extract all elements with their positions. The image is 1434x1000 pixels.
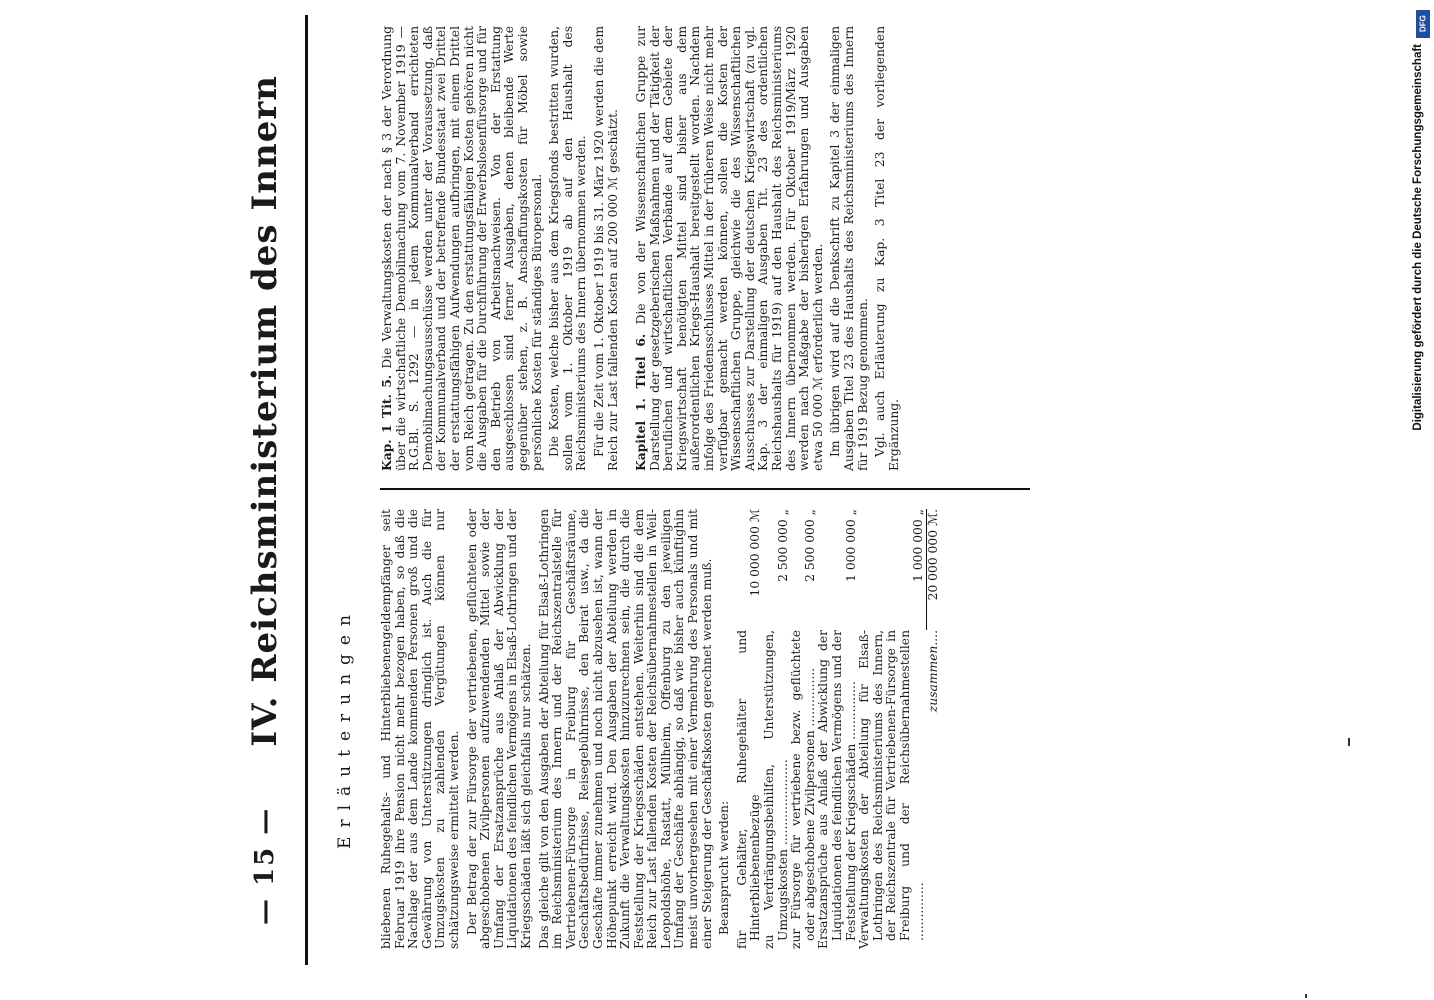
column-divider xyxy=(380,488,1030,490)
paragraph xyxy=(380,26,544,471)
item-amount: 10 000 000 ℳ xyxy=(748,509,763,597)
paragraph: Der Betrag der zur Fürsorge der vertriebenen, geflüchteten oder abgeschobenen Zivilpersonen aufzuwendenden Mittel sowie der Umfang der Ersatzansprüche aus Anlaß der Abwicklung der Liquidationen des feindlichen Vermögens in Elsaß-Lothringen und der Kriegsschäden läßt sich gleichfalls nur schätzen. xyxy=(464,509,533,949)
watermark-text: Digitalisierung gefördert durch die Deutsche Forschungsgemeinschaft xyxy=(1412,44,1424,431)
paragraph: Die Kosten, welche bisher aus dem Kriegsfonds bestritten wurden, sollen vom 1. Oktober 1919 ab auf den Haushalt des Reichsministeriums des Innern übernommen werden. xyxy=(547,26,589,471)
item-label: zu Verdrängungsbeihilfen, Unterstützungen, Umzugskosten ...................... xyxy=(762,630,790,949)
section-heading: Kap. 1 Tit. 5. xyxy=(379,374,394,471)
right-column xyxy=(380,26,905,471)
paragraph: Beansprucht werden: xyxy=(717,800,732,935)
paragraph: Vgl. auch Erläuterung zu Kap. 3 Titel 23 der vorliegenden Ergänzung. xyxy=(873,26,901,471)
list-item xyxy=(817,509,858,949)
item-amount: 2 500 000 „ xyxy=(775,509,790,582)
paragraph: Das gleiche gilt von den Ausgaben der Abteilung für Elsaß-Lothringen im Reichsministerium des Innern und der Reichszentralstelle für Vertriebenen-Fürsorge in Freiburg für Geschäftsräume, Geschäftsbedürfnisse, Reisegebührnisse, den Beirat usw., da die Geschäfte immer zunehmen und noch nicht abzusehen ist, wann der Höhepunkt erreicht wird. Den Ausgaben der Abteilung werden in Zukunft die Verwaltungskosten hinzuzurechnen sein, die durch die Feststellung der Kriegsschäden entstehen. Weiterhin sind die dem Reich zur Last fallenden Kosten der Reichsübernahmestellen in Weil-Leopoldshöhe, Rastatt, Müllheim, Offenburg zu den jeweiligen Umfang der Geschäfte abhängig, so daß wie bisher auch künftighin meist unvorhergesehen mit einer Vermehrung des Personals und mit einer Steigerung der Geschäftskosten gerechnet werden muß. xyxy=(536,509,714,949)
expense-list xyxy=(736,509,940,949)
section-heading: Kapitel 1. Titel 6. xyxy=(633,333,649,471)
paragraph: Für die Zeit vom 1. Oktober 1919 bis 31. März 1920 werden die dem Reich zur Last fallenden Kosten auf 200 000 ℳ geschätzt. xyxy=(591,26,620,471)
item-amount: 1 000 000 „ xyxy=(911,509,926,582)
list-item xyxy=(858,509,926,949)
scan-speck xyxy=(1348,738,1350,746)
item-label: Ersatzansprüche aus Anlaß der Abwicklung der Liquidationen des feindlichen Vermögens und der Feststellung der Kriegsschäden ............... xyxy=(816,630,858,949)
document-page xyxy=(215,15,1055,965)
item-amount: 2 500 000 „ xyxy=(802,509,817,582)
paragraph-text: Die von der Wissenschaftlichen Gruppe zur Darstellung der gesetzgeberischen Maßnahmen und der Tätigkeit der beruflichen und wirtschaftlichen Verbände auf dem Gebiete der Kriegswirtschaft benötigten Mittel sind bisher aus dem außerordentlichen Kriegs-Haushalt bereitgestellt worden. Nachdem infolge des Friedensschlusses Mittel in der früheren Weise nicht mehr verfügbar gemacht werden können, sollen die Kosten der Wissenschaftlichen Gruppe, gleichwie die des Wissenschaftlichen Ausschusses zur Darstellung der deutschen Kriegswirtschaft (zu vgl. Kap. 3 der einmaligen Ausgaben Tit. 23 des ordentlichen Reichshaushalts für 1919) auf den Haushalt des Reichsministeriums des Innern übernommen werden. Für Oktober 1919/März 1920 werden nach Maßgabe der bisherigen Erfahrungen und Ausgaben etwa 50 000 ℳ erforderlich werden. xyxy=(634,26,825,471)
page-number: — 15 — xyxy=(250,806,280,925)
scan-speck xyxy=(1305,994,1307,998)
item-label: zur Fürsorge für vertriebene bezw. geflüchtete oder abgeschobene Zivilpersonen ............... xyxy=(789,630,817,949)
section-subtitle: Erläuterungen xyxy=(335,606,355,849)
page-header xyxy=(235,15,295,965)
dfg-logo: DFG xyxy=(1416,10,1430,38)
paragraph: bliebenen Ruhegehalts- und Hinterbliebenengeldempfänger seit Februar 1919 ihre Pension nicht mehr bezogen haben, so daß die Nachlage der aus dem Lande kommenden Personen groß und die Gewährung von Unterstützungen dringlich ist. Auch die für Umzugskosten zu zahlenden Vergütungen können nur schätzungsweise ermittelt werden. xyxy=(379,509,461,949)
total-amount: 20 000 000 ℳ. xyxy=(926,509,940,630)
header-rule xyxy=(305,15,308,965)
dfg-watermark xyxy=(1412,8,1434,998)
total-label: zusammen.... xyxy=(925,630,940,713)
item-amount: 1 000 000 „ xyxy=(843,509,858,582)
item-label: für Gehälter, Ruhegehälter und Hinterbliebenenbezüge xyxy=(734,630,763,949)
list-item xyxy=(736,509,763,949)
paragraph: Im übrigen wird auf die Denkschrift zu Kapitel 3 der einmaligen Ausgaben Titel 23 des Haushalts des Reichsministeriums des Innern für 1919 Bezug genommen. xyxy=(828,26,870,471)
left-column xyxy=(380,509,940,949)
paragraph-text: Die Verwaltungskosten der nach § 3 der Verordnung über die wirtschaftliche Demobilmachung vom 7. November 1919 — R.G.Bl. S. 1292 — in jedem Kommunalverband errichteten Demobilmachungsausschüsse werden unter der Voraussetzung, daß der Kommunalverband und der betreffende Bundesstaat zwei Drittel der erstattungsfähigen Aufwendungen aufbringen, mit einem Drittel vom Reich getragen. Zu den erstattungsfähigen Kosten gehören nicht die Ausgaben für die Durchführung der Erwerbslosenfürsorge und für den Betrieb von Arbeitsnachweisen. Von der Erstattung ausgeschlossen sind ferner Ausgaben, denen bleibende Werte gegenüber stehen, z. B. Anschaffungskosten für Möbel sowie persönliche Kosten für ständiges Büropersonal. xyxy=(380,26,544,471)
paragraph xyxy=(634,26,825,471)
list-item xyxy=(763,509,790,949)
item-label: Verwaltungskosten der Abteilung für Elsaß-Lothringen des Reichsministeriums des Innern, der Reichszentrale für Vertriebenen-Fürsorge in Freiburg und der Reichsübernahmestellen ............... xyxy=(857,630,926,949)
list-item xyxy=(790,509,817,949)
page-title: IV. Reichsministerium des Innern xyxy=(245,75,285,747)
total-row xyxy=(926,509,940,949)
